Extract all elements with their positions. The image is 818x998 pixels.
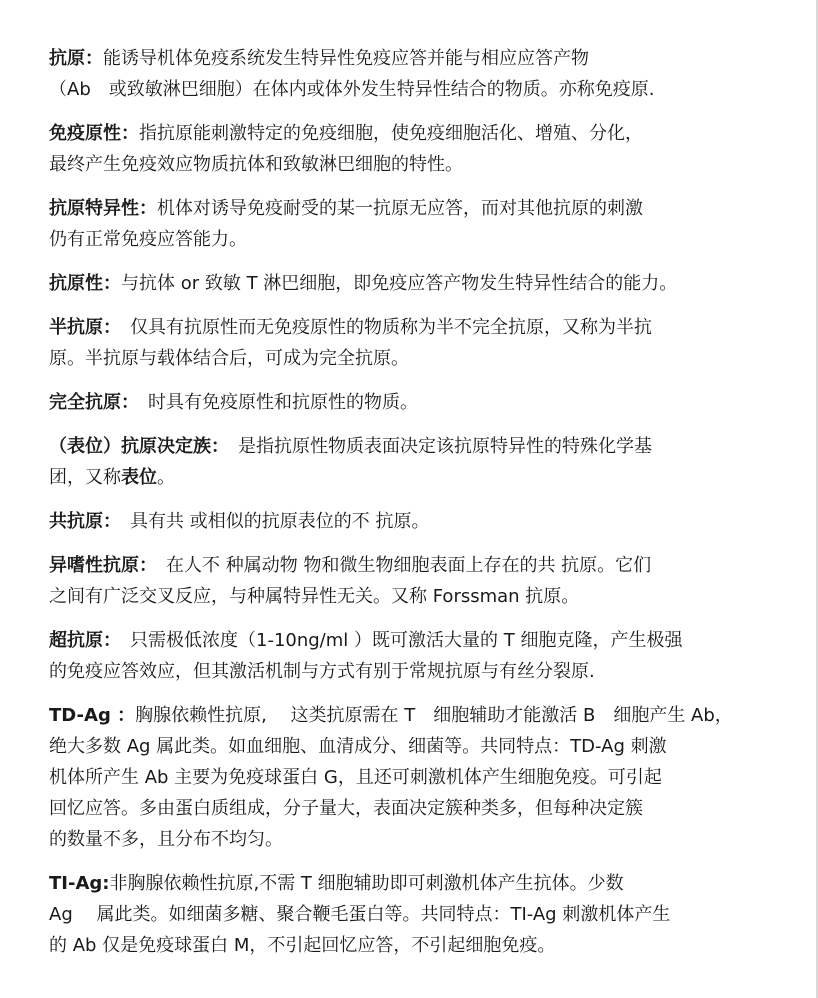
definition-text: 是指抗原性物质表面决定该抗原特异性的特殊化学基 bbox=[220, 436, 652, 457]
definition-term: 免疫原性： bbox=[49, 123, 139, 144]
definition-line: 回忆应答。多由蛋白质组成，分子量大，表面决定簇种类多，但每种决定簇 bbox=[49, 798, 643, 819]
definition-term: 异嗜性抗原： bbox=[49, 555, 148, 576]
definition-epitope bbox=[49, 431, 789, 493]
definition-hapten bbox=[49, 312, 789, 374]
definition-line: 之间有广泛交叉反应，与种属特异性无关。又称 Forssman 抗原。 bbox=[49, 586, 580, 607]
definition-term: 共抗原： bbox=[49, 511, 112, 532]
definition-line bbox=[49, 506, 789, 537]
definition-text: 只需极低浓度（1-10ng/ml ）既可激活大量的 T 细胞克隆，产生极强 bbox=[112, 630, 683, 651]
definition-text: 能诱导机体免疫系统发生特异性免疫应答并能与相应应答产物 bbox=[103, 48, 589, 69]
definition-bold-text: 表位 bbox=[121, 467, 157, 488]
definition-immunogenicity bbox=[49, 118, 789, 180]
definition-text: 团，又称 bbox=[49, 467, 121, 488]
definition-line: 最终产生免疫效应物质抗体和致敏淋巴细胞的特性。 bbox=[49, 154, 463, 175]
definition-line: 仍有正常免疫应答能力。 bbox=[49, 229, 247, 250]
definition-line: 机体所产生 Ab 主要为免疫球蛋白 G，且还可刺激机体产生细胞免疫。可引起 bbox=[49, 767, 662, 788]
definition-line: 的数量不多，且分布不均匀。 bbox=[49, 829, 283, 850]
definition-line bbox=[49, 118, 789, 149]
definition-line bbox=[49, 193, 789, 224]
document-page bbox=[49, 43, 789, 974]
definition-line bbox=[49, 868, 789, 899]
definition-line bbox=[49, 625, 789, 656]
definition-line bbox=[49, 462, 789, 493]
definition-term: 完全抗原： bbox=[49, 392, 130, 413]
definition-superantigen bbox=[49, 625, 789, 687]
definition-text: 时具有免疫原性和抗原性的物质。 bbox=[130, 392, 418, 413]
definition-term: TD-Ag ： bbox=[49, 705, 136, 726]
definition-text: 在人不 种属动物 物和微生物细胞表面上存在的共 抗原。它们 bbox=[148, 555, 652, 576]
definition-td-ag bbox=[49, 700, 789, 855]
definition-line: 绝大多数 Ag 属此类。如血细胞、血清成分、细菌等。共同特点：TD-Ag 刺激 bbox=[49, 736, 667, 757]
definition-text: 。 bbox=[157, 467, 175, 488]
definition-antigen bbox=[49, 43, 789, 105]
definition-line bbox=[49, 700, 789, 731]
definition-heterophilic-antigen bbox=[49, 550, 789, 612]
definition-term: 超抗原： bbox=[49, 630, 112, 651]
definition-line bbox=[49, 550, 789, 581]
definition-term: （表位）抗原决定族： bbox=[49, 436, 220, 457]
definition-line: （Ab 或致敏淋巴细胞）在体内或体外发生特异性结合的物质。亦称免疫原. bbox=[49, 79, 655, 100]
definition-text: 胸腺依赖性抗原, 这类抗原需在 T 细胞辅助才能激活 B 细胞产生 Ab， bbox=[135, 705, 733, 726]
definition-line bbox=[49, 312, 789, 343]
definition-line: 的免疫应答效应，但其激活机制与方式有别于常规抗原与有丝分裂原. bbox=[49, 661, 595, 682]
definition-text: 机体对诱导免疫耐受的某一抗原无应答，而对其他抗原的刺激 bbox=[157, 198, 643, 219]
definition-text: 与抗体 or 致敏 T 淋巴细胞，即免疫应答产物发生特异性结合的能力。 bbox=[121, 273, 678, 294]
definition-text: 具有共 或相似的抗原表位的不 抗原。 bbox=[112, 511, 430, 532]
definition-term: 抗原性： bbox=[49, 273, 121, 294]
definition-antigenicity bbox=[49, 268, 789, 299]
definition-ti-ag bbox=[49, 868, 789, 961]
definition-common-antigen bbox=[49, 506, 789, 537]
definition-line: Ag 属此类。如细菌多糖、聚合鞭毛蛋白等。共同特点：TI-Ag 刺激机体产生 bbox=[49, 904, 671, 925]
definition-text: 仅具有抗原性而无免疫原性的物质称为半不完全抗原，又称为半抗 bbox=[112, 317, 652, 338]
definition-term: 半抗原： bbox=[49, 317, 112, 338]
definition-line bbox=[49, 431, 789, 462]
definition-line bbox=[49, 43, 789, 74]
definition-term: 抗原： bbox=[49, 48, 103, 69]
definition-term: 抗原特异性： bbox=[49, 198, 157, 219]
definition-term: TI-Ag: bbox=[49, 873, 110, 894]
definition-complete-antigen bbox=[49, 387, 789, 418]
definition-line: 的 Ab 仅是免疫球蛋白 M，不引起回忆应答，不引起细胞免疫。 bbox=[49, 935, 556, 956]
definition-line bbox=[49, 268, 789, 299]
definition-text: 非胸腺依赖性抗原,不需 T 细胞辅助即可刺激机体产生抗体。少数 bbox=[109, 873, 624, 894]
definition-antigen-specificity bbox=[49, 193, 789, 255]
definition-text: 指抗原能刺激特定的免疫细胞，使免疫细胞活化、增殖、分化， bbox=[139, 123, 643, 144]
definition-line bbox=[49, 387, 789, 418]
definition-line: 原。半抗原与载体结合后，可成为完全抗原。 bbox=[49, 348, 409, 369]
